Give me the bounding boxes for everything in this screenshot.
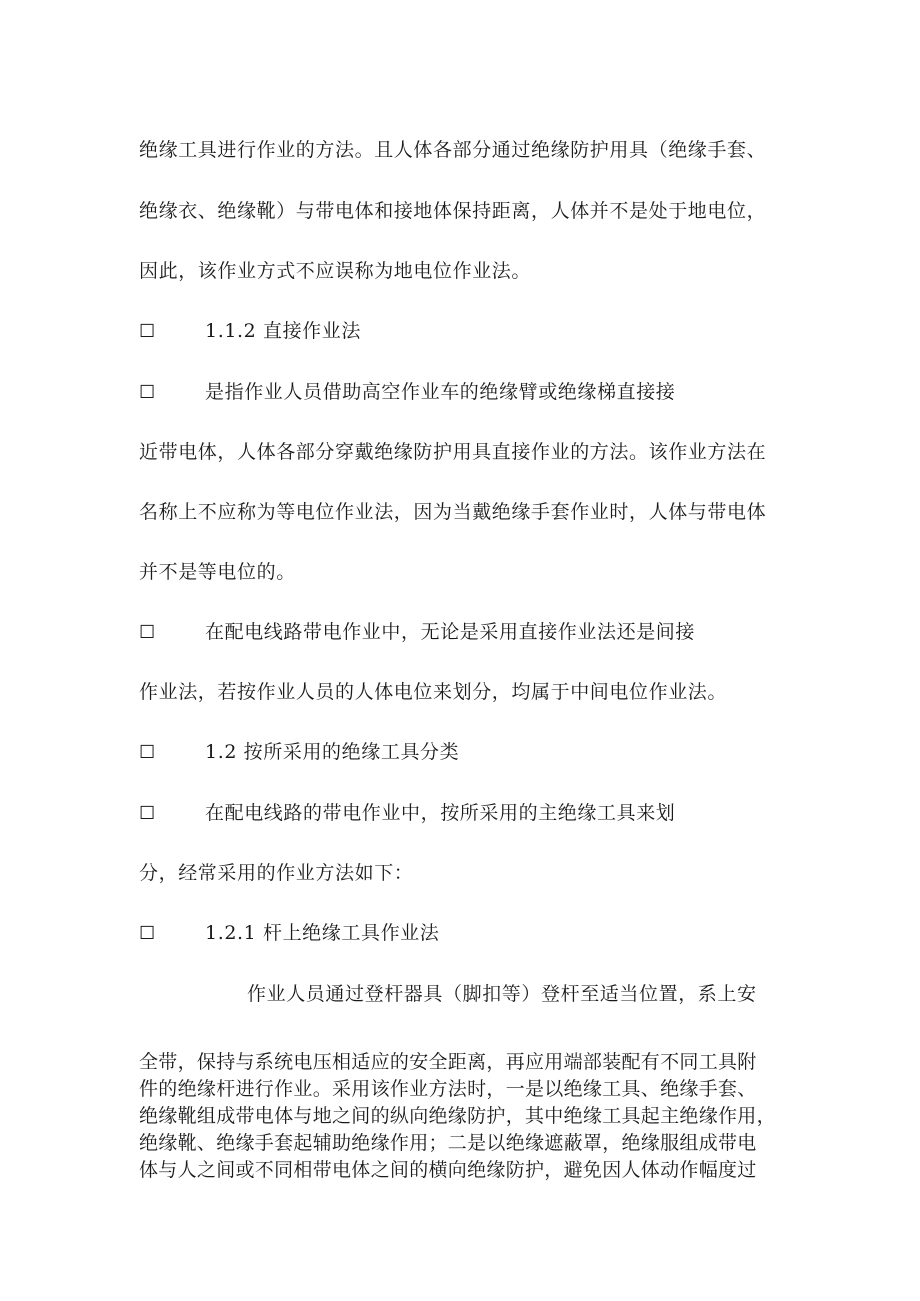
bullet-paragraph xyxy=(139,620,695,645)
paragraph-line: 并不是等电位的。 xyxy=(139,561,296,583)
section-heading-1-2 xyxy=(139,740,459,765)
checkbox-bullet-icon: ☐ xyxy=(139,803,156,824)
checkbox-bullet-icon: ☐ xyxy=(139,382,156,403)
bullet-paragraph xyxy=(139,380,675,405)
paragraph-line: 因此，该作业方式不应误称为地电位作业法。 xyxy=(139,260,532,282)
paragraph-line: 名称上不应称为等电位作业法，因为当戴绝缘手套作业时，人体与带电体 xyxy=(139,501,767,523)
paragraph-line: 件的绝缘杆进行作业。采用该作业方法时，一是以绝缘工具、绝缘手套、 xyxy=(139,1078,757,1100)
bullet-paragraph xyxy=(139,801,675,826)
paragraph-line: 绝缘衣、绝缘靴）与带电体和接地体保持距离，人体并不是处于地电位， xyxy=(139,200,767,222)
paragraph-line: 绝缘靴、绝缘手套起辅助绝缘作用；二是以绝缘遮蔽罩，绝缘服组成带电 xyxy=(139,1132,757,1154)
checkbox-bullet-icon: ☐ xyxy=(139,742,156,763)
checkbox-bullet-icon: ☐ xyxy=(139,622,156,643)
paragraph-line: 绝缘工具进行作业的方法。且人体各部分通过绝缘防护用具（绝缘手套、 xyxy=(139,139,767,161)
paragraph-line: 全带，保持与系统电压相适应的安全距离，再应用端部装配有不同工具附 xyxy=(139,1051,757,1073)
paragraph-line: 近带电体，人体各部分穿戴绝缘防护用具直接作业的方法。该作业方法在 xyxy=(139,441,767,463)
heading-text: 1.2.1 杆上绝缘工具作业法 xyxy=(205,922,440,944)
heading-text: 1.2 按所采用的绝缘工具分类 xyxy=(205,741,460,763)
paragraph-text: 是指作业人员借助高空作业车的绝缘臂或绝缘梯直接接 xyxy=(205,381,676,403)
paragraph-line: 体与人之间或不同相带电体之间的横向绝缘防护，避免因人体动作幅度过 xyxy=(139,1159,757,1181)
checkbox-bullet-icon: ☐ xyxy=(139,321,156,342)
section-heading-1-2-1 xyxy=(139,921,439,946)
paragraph-line: 作业法，若按作业人员的人体电位来划分，均属于中间电位作业法。 xyxy=(139,681,728,703)
checkbox-bullet-icon: ☐ xyxy=(139,923,156,944)
paragraph-text: 在配电线路的带电作业中，按所采用的主绝缘工具来划 xyxy=(205,802,676,824)
paragraph-text: 在配电线路带电作业中，无论是采用直接作业法还是间接 xyxy=(205,621,696,643)
heading-text: 1.1.2 直接作业法 xyxy=(205,320,361,342)
paragraph-line: 绝缘靴组成带电体与地之间的纵向绝缘防护，其中绝缘工具起主绝缘作用， xyxy=(139,1105,776,1127)
section-heading-1-1-2 xyxy=(139,319,361,344)
paragraph-line: 分，经常采用的作业方法如下： xyxy=(139,862,414,884)
paragraph-line-indented: 作业人员通过登杆器具（脚扣等）登杆至适当位置，系上安 xyxy=(247,983,757,1005)
